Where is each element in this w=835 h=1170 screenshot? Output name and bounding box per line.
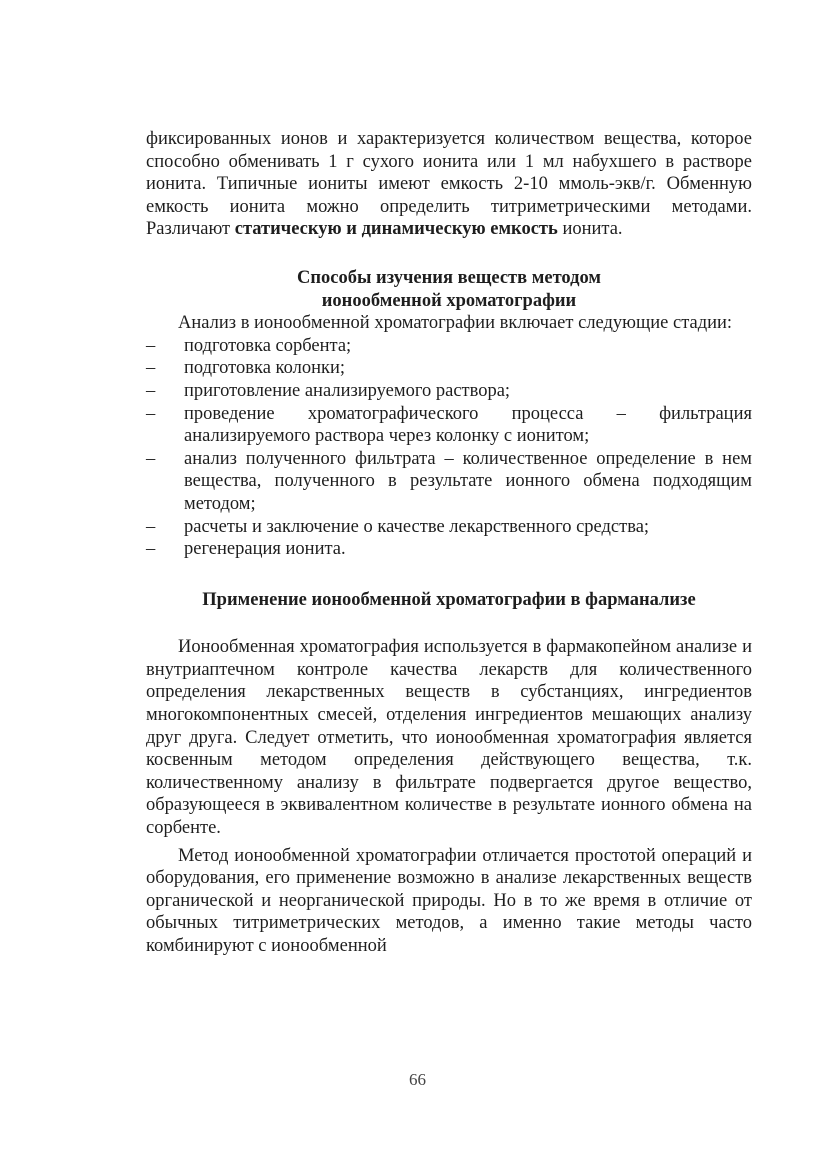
stages-list [146,335,752,561]
intro-bold-term: статическую и динамическую емкость [234,219,558,240]
list-item: – анализ полученного фильтрата – количественное определение в нем вещества, полученного в результате ионного обмена подходящим методом; [146,448,752,514]
dash-marker: – [146,403,156,424]
dash-marker: – [146,380,156,401]
dash-marker: – [146,448,156,469]
dash-marker: – [146,516,156,537]
list-item: – приготовление анализируемого раствора; [146,380,511,401]
intro-text-2: ионита. [557,219,623,240]
list-item: – расчеты и заключение о качестве лекарственного средства; [146,516,650,537]
section1-lead: Анализ в ионообменной хроматографии включает следующие стадии: [178,313,733,334]
intro-text-1: фиксированных ионов и характеризуется количеством вещества, которое способно обменивать 1 г сухого ионита или 1 мл набухшего в растворе ионита. Типичные иониты имеют емкость 2-10 ммоль-экв/г. Обменную емкость ионита можно определить титриметрическими методами. Различают [146,129,752,240]
page-number: 66 [409,1070,426,1089]
list-item: – регенерация ионита. [146,539,346,560]
list-item: – подготовка колонки; [146,358,345,379]
dash-marker: – [146,335,156,356]
list-item: – подготовка сорбента; [146,335,352,356]
intro-paragraph [146,128,752,241]
section1-title-line1: Способы изучения веществ методом [296,267,601,288]
page-content [146,128,752,958]
dash-marker: – [146,539,156,560]
section2-title: Применение ионообменной хроматографии в фарманализе [202,589,696,610]
section2-paragraph-2: Метод ионообменной хроматографии отличается простотой операций и оборудования, его применение возможно в анализе лекарственных веществ органической и неорганической природы. Но в то же время в отличие от обычных титриметрических методов, а именно такие методы часто комбинируют с ионообменной [146,845,752,956]
section2-paragraph-1: Ионообменная хроматография используется в фармакопейном анализе и внутриаптечном контроле качества лекарств для количественного определения лекарственных веществ в субстанциях, ингредиентов многокомпонентных смесей, отделения ингредиентов мешающих анализу друг друга. Следует отметить, что ионообменная хроматография является косвенным методом определения действующего вещества, т.к. количественному анализу в фильтрате подвергается другое вещество, образующееся в эквивалентном количестве в результате ионного обмена на сорбенте. [146,637,752,839]
dash-marker: – [146,358,156,379]
section1-title-line2: ионообменной хроматографии [321,290,577,311]
list-item: – проведение хроматографического процесса – фильтрация анализируемого раствора через колонку с ионитом; [146,403,752,447]
